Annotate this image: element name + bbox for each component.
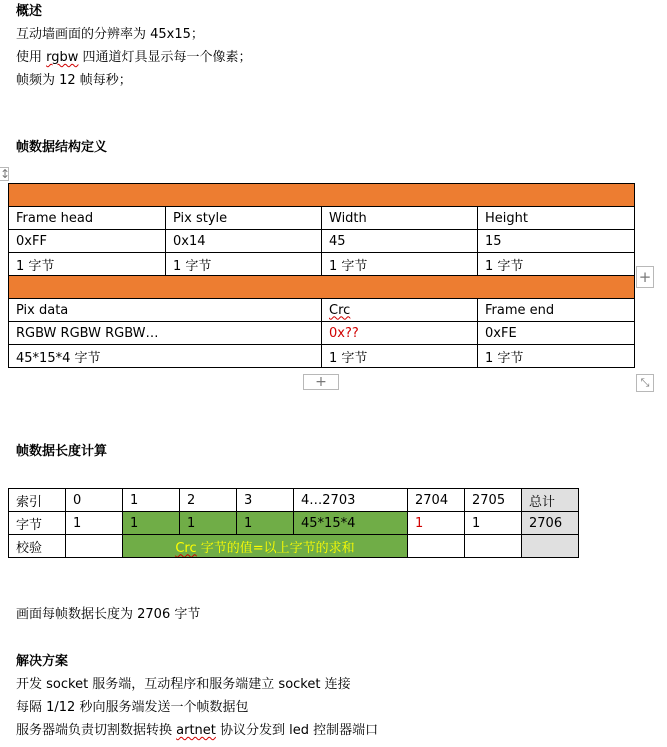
add-column-icon[interactable]: + <box>636 266 654 288</box>
height-value: 15 <box>478 230 635 253</box>
width-size: 1 字节 <box>322 253 478 276</box>
table-row <box>9 207 635 230</box>
index-label: 索引 <box>9 489 66 512</box>
table-row <box>9 276 635 299</box>
frame-end-label: Frame end <box>478 299 635 322</box>
solution-heading: 解决方案 <box>16 654 69 669</box>
check-note-rest: 字节的值=以上字节的求和 <box>196 540 355 556</box>
empty-cell <box>465 535 522 558</box>
crc-size: 1 字节 <box>322 345 478 368</box>
total-label: 总计 <box>522 489 579 512</box>
frame-structure-table <box>8 183 635 368</box>
crc-label <box>322 299 478 322</box>
length-calc-heading: 帧数据长度计算 <box>16 444 108 459</box>
bytes-cell: 1 <box>180 512 237 535</box>
check-label: 校验 <box>9 535 66 558</box>
empty-cell <box>408 535 465 558</box>
add-row-icon[interactable]: + <box>303 374 339 390</box>
pix-style-label: Pix style <box>166 207 322 230</box>
solution-artnet-prefix: 服务器端负责切割数据转换 <box>16 723 177 738</box>
pix-data-label: Pix data <box>9 299 322 322</box>
bytes-cell: 45*15*4 <box>294 512 408 535</box>
pix-style-size: 1 字节 <box>166 253 322 276</box>
empty-cell <box>66 535 123 558</box>
overview-rgbw-word: rgbw <box>46 50 79 65</box>
overview-heading: 概述 <box>16 4 43 19</box>
total-value: 2706 <box>522 512 579 535</box>
table-row <box>9 512 579 535</box>
solution-line-artnet <box>16 722 378 740</box>
overview-rgbw-suffix: 四通道灯具显示每一个像素； <box>78 50 252 65</box>
overview-resolution: 互动墙画面的分辨率为 45x15； <box>16 27 204 42</box>
height-label: Height <box>478 207 635 230</box>
solution-line-socket: 开发 socket 服务端，互动程序和服务端建立 socket 连接 <box>16 677 351 692</box>
check-note <box>123 535 408 558</box>
orange-separator <box>9 276 635 299</box>
frame-head-size: 1 字节 <box>9 253 166 276</box>
pix-data-value: RGBW RGBW RGBW… <box>9 322 322 345</box>
width-label: Width <box>322 207 478 230</box>
solution-artnet-word: artnet <box>176 723 216 738</box>
table-row <box>9 489 579 512</box>
table-move-handle[interactable]: ↕ <box>0 167 11 181</box>
height-size: 1 字节 <box>478 253 635 276</box>
bytes-cell: 1 <box>66 512 123 535</box>
index-cell: 2 <box>180 489 237 512</box>
crc-value: 0x?? <box>322 322 478 345</box>
bytes-cell: 1 <box>237 512 294 535</box>
pix-data-size: 45*15*4 字节 <box>9 345 322 368</box>
index-cell: 2705 <box>465 489 522 512</box>
table-row <box>9 345 635 368</box>
overview-rgbw <box>16 49 252 67</box>
index-cell: 1 <box>123 489 180 512</box>
table-row <box>9 230 635 253</box>
empty-cell <box>522 535 579 558</box>
index-cell: 3 <box>237 489 294 512</box>
index-cell: 4…2703 <box>294 489 408 512</box>
overview-framerate: 帧频为 12 帧每秒； <box>16 73 132 88</box>
table-row <box>9 253 635 276</box>
table-row <box>9 535 579 558</box>
index-cell: 0 <box>66 489 123 512</box>
table-row <box>9 299 635 322</box>
resize-table-icon[interactable]: ⤡ <box>636 374 654 392</box>
solution-line-interval: 每隔 1/12 秒向服务端发送一个帧数据包 <box>16 700 249 715</box>
frame-end-size: 1 字节 <box>478 345 635 368</box>
orange-separator <box>9 184 635 207</box>
width-value: 45 <box>322 230 478 253</box>
table-row <box>9 322 635 345</box>
overview-rgbw-prefix: 使用 <box>16 50 47 65</box>
length-calc-table <box>8 488 579 558</box>
frame-length-summary: 画面每帧数据长度为 2706 字节 <box>16 607 201 622</box>
frame-head-label: Frame head <box>9 207 166 230</box>
check-note-crc: Crc <box>175 540 197 556</box>
frame-end-value: 0xFE <box>478 322 635 345</box>
solution-artnet-suffix: 协议分发到 led 控制器端口 <box>215 723 379 738</box>
bytes-cell: 1 <box>408 512 465 535</box>
bytes-cell: 1 <box>123 512 180 535</box>
pix-style-value: 0x14 <box>166 230 322 253</box>
frame-definition-heading: 帧数据结构定义 <box>16 140 108 155</box>
frame-head-value: 0xFF <box>9 230 166 253</box>
crc-label-text: Crc <box>329 302 351 318</box>
bytes-label: 字节 <box>9 512 66 535</box>
index-cell: 2704 <box>408 489 465 512</box>
bytes-cell: 1 <box>465 512 522 535</box>
table-row <box>9 184 635 207</box>
